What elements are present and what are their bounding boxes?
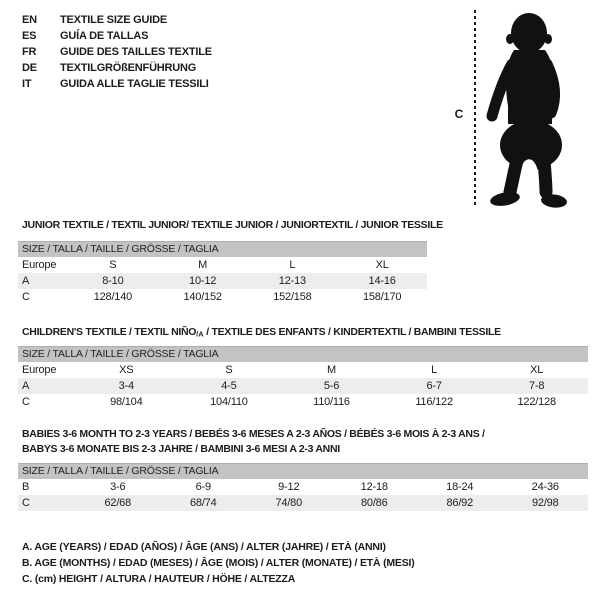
language-label: GUIDA ALLE TAGLIE TESSILI [60,78,209,90]
language-code: IT [22,78,32,90]
cell: 4-5 [221,380,237,392]
table-row [18,378,588,394]
table-row [18,362,588,378]
row-label: C [22,291,30,303]
table-row [18,479,588,495]
cell: L [289,259,296,271]
language-label: TEXTILGRÖßENFÜHRUNG [60,62,197,74]
cell: 14-16 [368,275,396,287]
cell: 3-4 [118,380,134,392]
children-section-title [22,326,501,341]
cell: 6-9 [195,481,211,493]
table-row [18,394,588,410]
junior-section-title: JUNIOR TEXTILE / TEXTIL JUNIOR/ TEXTILE JUNIOR / JUNIORTEXTIL / JUNIOR TESSILE [22,219,443,231]
row-label: Europe [22,364,57,376]
height-measure-label: C [454,107,464,121]
cell: 158/170 [362,291,402,303]
babies-title-line2: BABYS 3-6 MONATE BIS 2-3 JAHRE / BAMBINI 3-6 MESI A 2-3 ANNI [22,443,340,455]
language-row [22,28,212,44]
cell: 116/122 [415,396,453,408]
language-code: DE [22,62,37,74]
size-header: SIZE / TALLA / TAILLE / GRÖSSE / TAGLIA [18,463,588,479]
cell: 18-24 [446,481,474,493]
cell: 86/92 [446,497,474,509]
cell: 8-10 [102,275,124,287]
cell: 128/140 [93,291,133,303]
cell: 12-13 [278,275,306,287]
size-table-junior [18,241,427,305]
language-label: TEXTILE SIZE GUIDE [60,14,168,26]
row-label: B [22,481,30,493]
footnote-a: A. AGE (YEARS) / EDAD (AÑOS) / ÂGE (ANS) / ALTER (JAHRE) / ETÀ (ANNI) [22,541,386,553]
table-row [18,495,588,511]
children-title-post: / TEXTILE DES ENFANTS / KINDERTEXTIL / BAMBINI TESSILE [203,326,501,338]
language-label: GUÍA DE TALLAS [60,30,149,42]
size-header: SIZE / TALLA / TAILLE / GRÖSSE / TAGLIA [18,241,427,257]
cell: 92/98 [531,497,559,509]
cell: L [431,364,438,376]
babies-title-line1: BABIES 3-6 MONTH TO 2-3 YEARS / BEBÉS 3-6 MESES A 2-3 AÑOS / BÉBÉS 3-6 MOIS À 2-3 ANS / [22,428,485,440]
table-row [18,289,427,305]
baby-silhouette-icon [481,8,575,210]
table-row [18,273,427,289]
cell: 98/104 [110,396,143,408]
cell: XL [375,259,389,271]
cell: 24-36 [531,481,559,493]
footnote-b: B. AGE (MONTHS) / EDAD (MESES) / ÂGE (MOIS) / ALTER (MONATE) / ETÀ (MESI) [22,557,415,569]
cell: 110/116 [313,396,350,408]
cell: 10-12 [189,275,217,287]
children-title-pre: CHILDREN'S TEXTILE / TEXTIL NIÑO [22,326,197,338]
cell: 7-8 [529,380,545,392]
language-row [22,76,212,92]
babies-section-title [22,428,485,455]
row-label: C [22,396,30,408]
cell: M [327,364,336,376]
language-row [22,12,212,28]
cell: S [109,259,117,271]
cell: 62/68 [104,497,132,509]
language-code: ES [22,30,37,42]
footnote-c: C. (cm) HEIGHT / ALTURA / HAUTEUR / HÖHE / ALTEZZA [22,573,296,585]
language-code: FR [22,46,37,58]
cell: 9-12 [278,481,300,493]
height-measure-dashed-line [474,10,476,207]
cell: 74/80 [275,497,303,509]
cell: 80/86 [360,497,388,509]
cell: 122/128 [517,396,556,408]
language-code: EN [22,14,37,26]
cell: 6-7 [426,380,442,392]
language-row [22,44,212,60]
cell: 140/152 [183,291,222,303]
cell: M [198,259,208,271]
language-row [22,60,212,76]
cell: S [225,364,233,376]
cell: XS [119,364,134,376]
cell: 3-6 [110,481,126,493]
children-title-sub: /A [196,329,204,339]
row-label: C [22,497,30,509]
row-label: Europe [22,259,57,271]
row-label: A [22,380,30,392]
cell: 68/74 [189,497,217,509]
cell: 12-18 [360,481,388,493]
language-label: GUIDE DES TAILLES TEXTILE [60,46,212,58]
row-label: A [22,275,30,287]
cell: XL [530,364,544,376]
size-table-children [18,346,588,410]
footnotes [22,539,415,587]
language-guide-list [22,12,212,92]
cell: 5-6 [323,380,340,392]
size-header: SIZE / TALLA / TAILLE / GRÖSSE / TAGLIA [18,346,588,362]
size-table-babies [18,463,588,511]
cell: 104/110 [210,396,248,408]
cell: 152/158 [273,291,312,303]
table-row [18,257,427,273]
